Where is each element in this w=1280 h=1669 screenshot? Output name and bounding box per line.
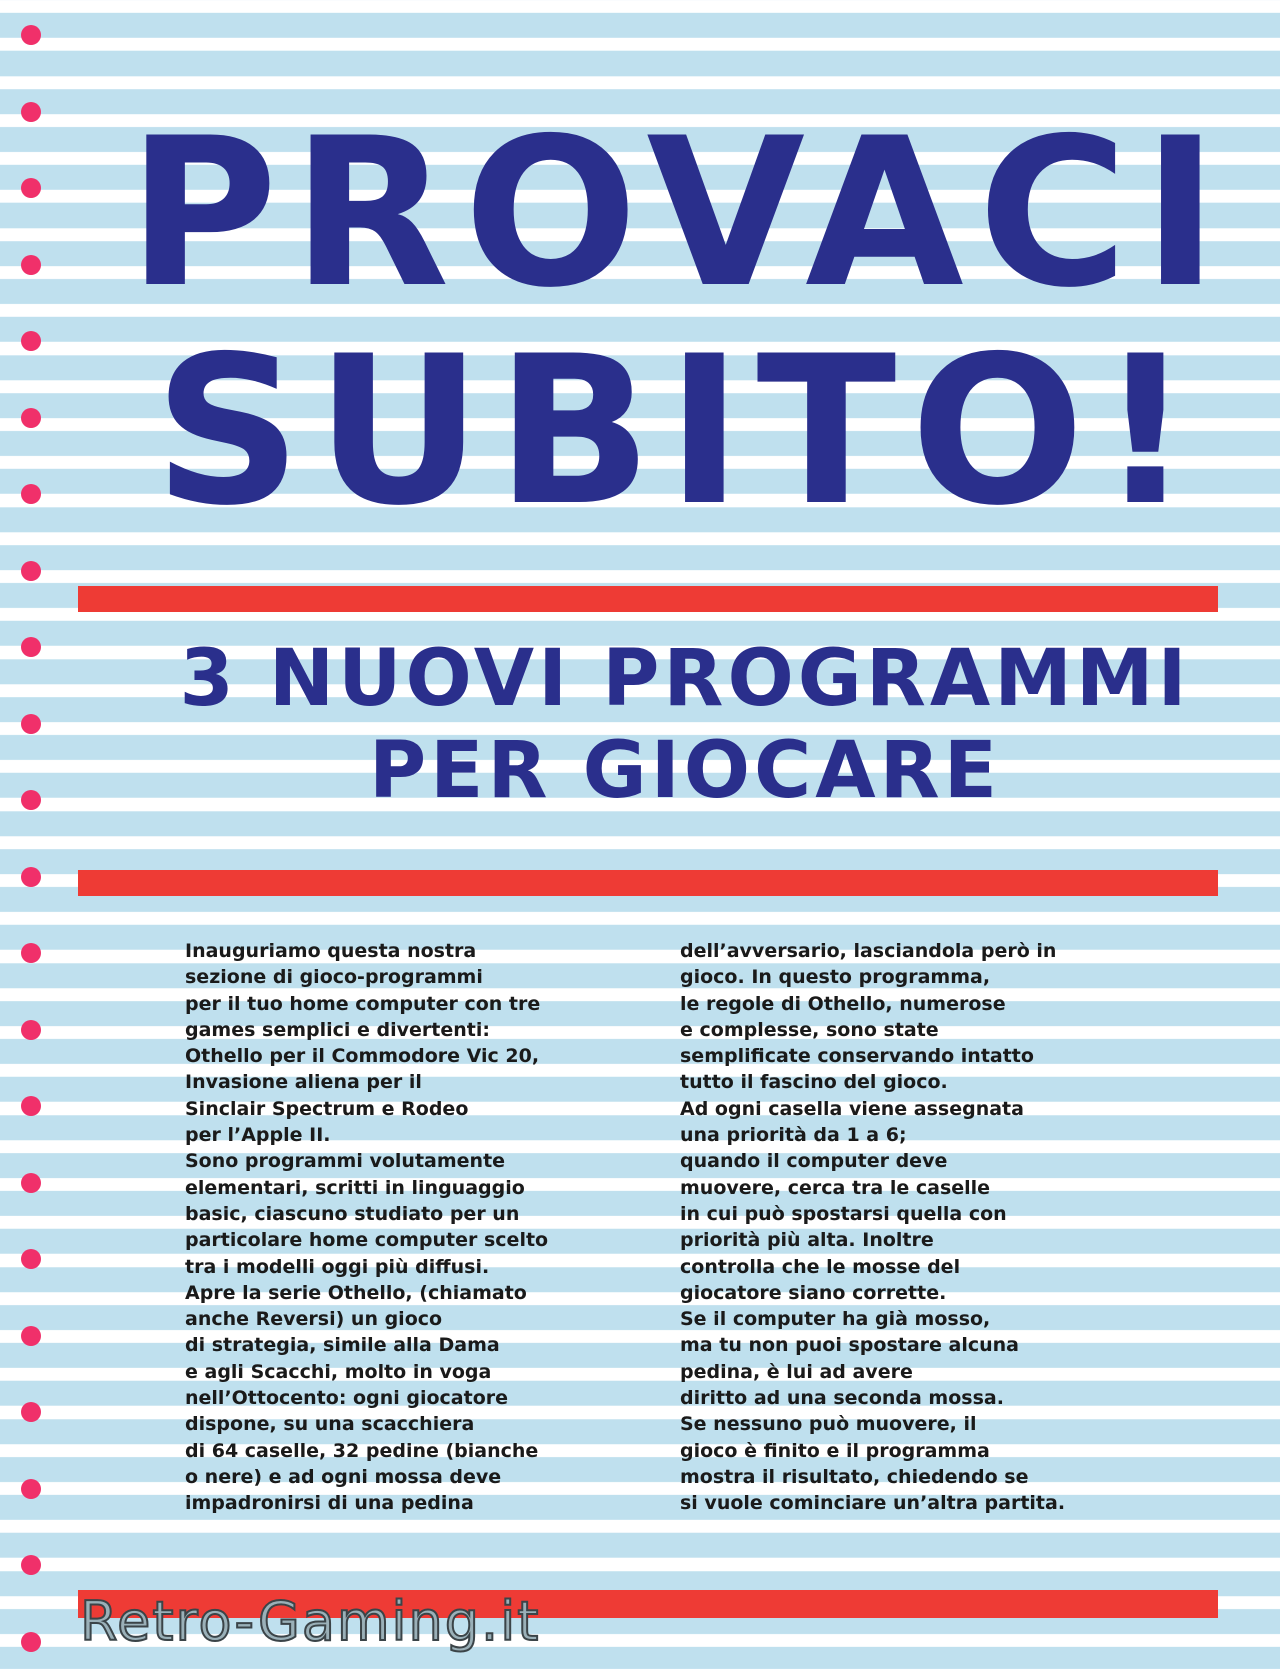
article-line: dispone, su una scacchiera — [185, 1413, 475, 1436]
article-line: mostra il risultato, chiedendo se — [680, 1465, 1029, 1488]
binder-hole — [21, 1020, 41, 1040]
binder-hole — [21, 637, 41, 657]
article-line: Sinclair Spectrum e Rodeo — [185, 1097, 469, 1120]
article-line: gioco. In questo programma, — [680, 966, 991, 989]
binder-hole — [21, 1479, 41, 1499]
binder-hole — [21, 408, 41, 428]
binder-hole — [21, 714, 41, 734]
binder-hole — [21, 102, 41, 122]
red-divider-top — [78, 586, 1218, 612]
article-line: si vuole cominciare un’altra partita. — [680, 1492, 1066, 1515]
binder-hole — [21, 1249, 41, 1269]
binder-hole — [21, 1555, 41, 1575]
article-line: e agli Scacchi, molto in voga — [185, 1360, 492, 1383]
binder-hole — [21, 790, 41, 810]
article-column-2 — [680, 938, 1110, 1517]
article-line: Se nessuno può muovere, il — [680, 1413, 977, 1436]
binder-hole — [21, 867, 41, 887]
article-line: controlla che le mosse del — [680, 1255, 961, 1278]
binder-hole — [21, 255, 41, 275]
article-line: tutto il fascino del gioco. — [680, 1071, 948, 1094]
article-line: le regole di Othello, numerose — [680, 992, 1006, 1015]
binder-hole — [21, 1096, 41, 1116]
binder-hole — [21, 1402, 41, 1422]
subheadline-line-2: PER GIOCARE — [369, 726, 1001, 816]
headline-line-1: PROVACI — [127, 95, 1233, 333]
article-line: nell’Ottocento: ogni giocatore — [185, 1387, 508, 1410]
article-line: una priorità da 1 a 6; — [680, 1124, 907, 1147]
article-line: Sono programmi volutamente — [185, 1150, 506, 1173]
article-line: pedina, è lui ad avere — [680, 1360, 913, 1383]
binder-hole — [21, 1632, 41, 1652]
binder-hole — [21, 331, 41, 351]
article-line: Inauguriamo questa nostra — [185, 940, 477, 962]
binder-hole — [21, 1326, 41, 1346]
article-line: sezione di gioco-programmi — [185, 966, 483, 989]
binder-hole — [21, 943, 41, 963]
article-line: gioco è finito e il programma — [680, 1439, 990, 1462]
article-line: particolare home computer scelto — [185, 1229, 549, 1252]
red-divider-middle — [78, 870, 1218, 896]
watermark: Retro-Gaming.it — [80, 1590, 541, 1653]
article-line: o nere) e ad ogni mossa deve — [185, 1465, 502, 1488]
binder-hole — [21, 178, 41, 198]
article-line: Invasione aliena per il — [185, 1071, 422, 1094]
article-line: priorità più alta. Inoltre — [680, 1229, 934, 1252]
article-line: dell’avversario, lasciandola però in — [680, 940, 1057, 962]
article-line: basic, ciascuno studiato per un — [185, 1202, 520, 1225]
article-line: Othello per il Commodore Vic 20, — [185, 1045, 540, 1068]
article-line: games semplici e divertenti: — [185, 1018, 490, 1041]
article-line: anche Reversi) un gioco — [185, 1308, 443, 1331]
article-line: semplificate conservando intatto — [680, 1045, 1034, 1068]
binder-hole — [21, 561, 41, 581]
article-line: per l’Apple II. — [185, 1124, 331, 1147]
binder-hole — [21, 25, 41, 45]
subheadline-line-1: 3 NUOVI PROGRAMMI — [179, 634, 1191, 724]
binder-hole — [21, 1173, 41, 1193]
article-line: in cui può spostarsi quella con — [680, 1202, 1007, 1225]
article-line: giocatore siano corrette. — [680, 1281, 947, 1304]
article-line: diritto ad una seconda mossa. — [680, 1387, 1004, 1410]
article-line: tra i modelli oggi più diffusi. — [185, 1255, 490, 1278]
article-line: per il tuo home computer con tre — [185, 992, 541, 1015]
article-line: quando il computer deve — [680, 1150, 948, 1173]
article-line: ma tu non puoi spostare alcuna — [680, 1334, 1020, 1357]
article-line: di strategia, simile alla Dama — [185, 1334, 500, 1357]
headline-line-2: SUBITO! — [153, 313, 1207, 551]
article-line: di 64 caselle, 32 pedine (bianche — [185, 1439, 539, 1462]
article-line: elementari, scritti in linguaggio — [185, 1176, 525, 1199]
binder-hole — [21, 484, 41, 504]
article-line: muovere, cerca tra le caselle — [680, 1176, 991, 1199]
article-line: Se il computer ha già mosso, — [680, 1308, 991, 1331]
article-line: e complesse, sono state — [680, 1018, 939, 1041]
article-column-1 — [185, 938, 615, 1517]
article-line: Ad ogni casella viene assegnata — [680, 1097, 1024, 1120]
article-line: Apre la serie Othello, (chiamato — [185, 1281, 527, 1304]
article-line: impadronirsi di una pedina — [185, 1492, 474, 1515]
